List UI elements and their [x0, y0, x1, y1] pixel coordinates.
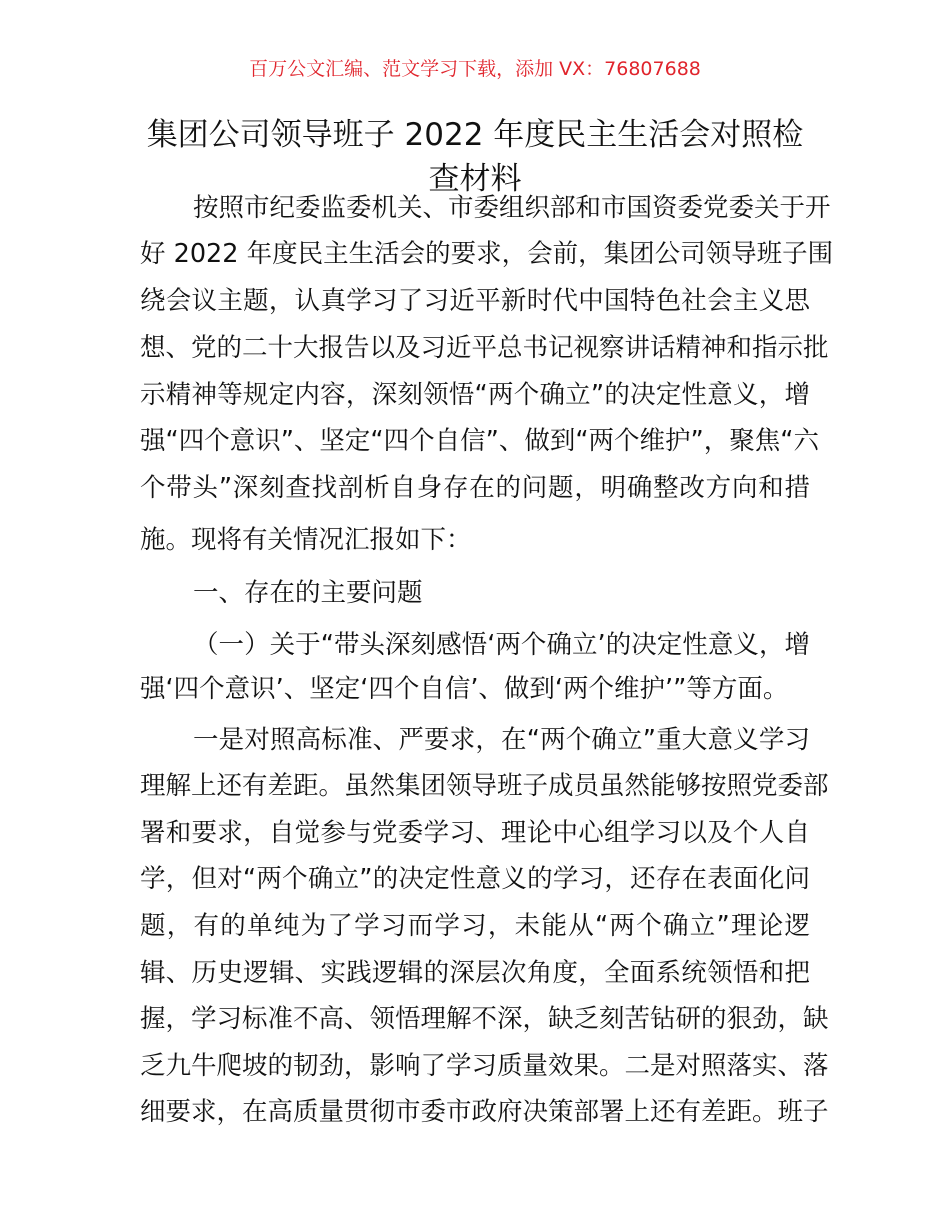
- paragraph-line: 施。现将有关情况汇报如下：: [140, 525, 472, 555]
- paragraph-line: 乏九牛爬坡的韧劲，影响了学习质量效果。二是对照落实、落: [140, 1051, 829, 1081]
- paragraph-line: 题，有的单纯为了学习而学习，未能从“两个确立”理论逻: [140, 911, 810, 941]
- paragraph-line: 强“四个意识”、坚定“四个自信”、做到“两个维护”，聚焦“六: [140, 426, 819, 456]
- paragraph-line: 细要求，在高质量贯彻市委市政府决策部署上还有差距。班子: [140, 1097, 829, 1127]
- paragraph-line: 一、存在的主要问题: [193, 578, 423, 608]
- paragraph-line: 绕会议主题，认真学习了习近平新时代中国特色社会主义思: [140, 286, 810, 316]
- paragraph-line: 一是对照高标准、严要求，在“两个确立”重大意义学习: [193, 725, 810, 755]
- paragraph-line: 学，但对“两个确立”的决定性意义的学习，还存在表面化问: [140, 864, 810, 894]
- document-title-line-2: 查材料: [428, 161, 522, 197]
- document-title-line-1: 集团公司领导班子 2022 年度民主生活会对照检: [146, 117, 804, 153]
- watermark-banner: 百万公文汇编、范文学习下载，添加 VX：76807688: [249, 58, 701, 80]
- paragraph-line: 个带头”深刻查找剖析自身存在的问题，明确整改方向和措: [140, 473, 810, 503]
- paragraph-line: 强‘四个意识’、坚定‘四个自信’、做到‘两个维护’”等方面。: [140, 674, 789, 704]
- paragraph-line: 示精神等规定内容，深刻领悟“两个确立”的决定性意义，增: [140, 380, 810, 410]
- paragraph-line: （一）关于“带头深刻感悟‘两个确立’的决定性意义，增: [193, 630, 810, 660]
- paragraph-line: 想、党的二十大报告以及习近平总书记视察讲话精神和指示批: [140, 333, 829, 363]
- paragraph-line: 按照市纪委监委机关、市委组织部和市国资委党委关于开: [193, 193, 831, 223]
- paragraph-line: 握，学习标准不高、领悟理解不深，缺乏刻苦钻研的狠劲，缺: [140, 1004, 829, 1034]
- paragraph-line: 理解上还有差距。虽然集团领导班子成员虽然能够按照党委部: [140, 771, 829, 801]
- paragraph-line: 署和要求，自觉参与党委学习、理论中心组学习以及个人自: [140, 818, 810, 848]
- paragraph-line: 辑、历史逻辑、实践逻辑的深层次角度，全面系统领悟和把: [140, 958, 810, 988]
- paragraph-line: 好 2022 年度民主生活会的要求，会前，集团公司领导班子围: [140, 239, 834, 269]
